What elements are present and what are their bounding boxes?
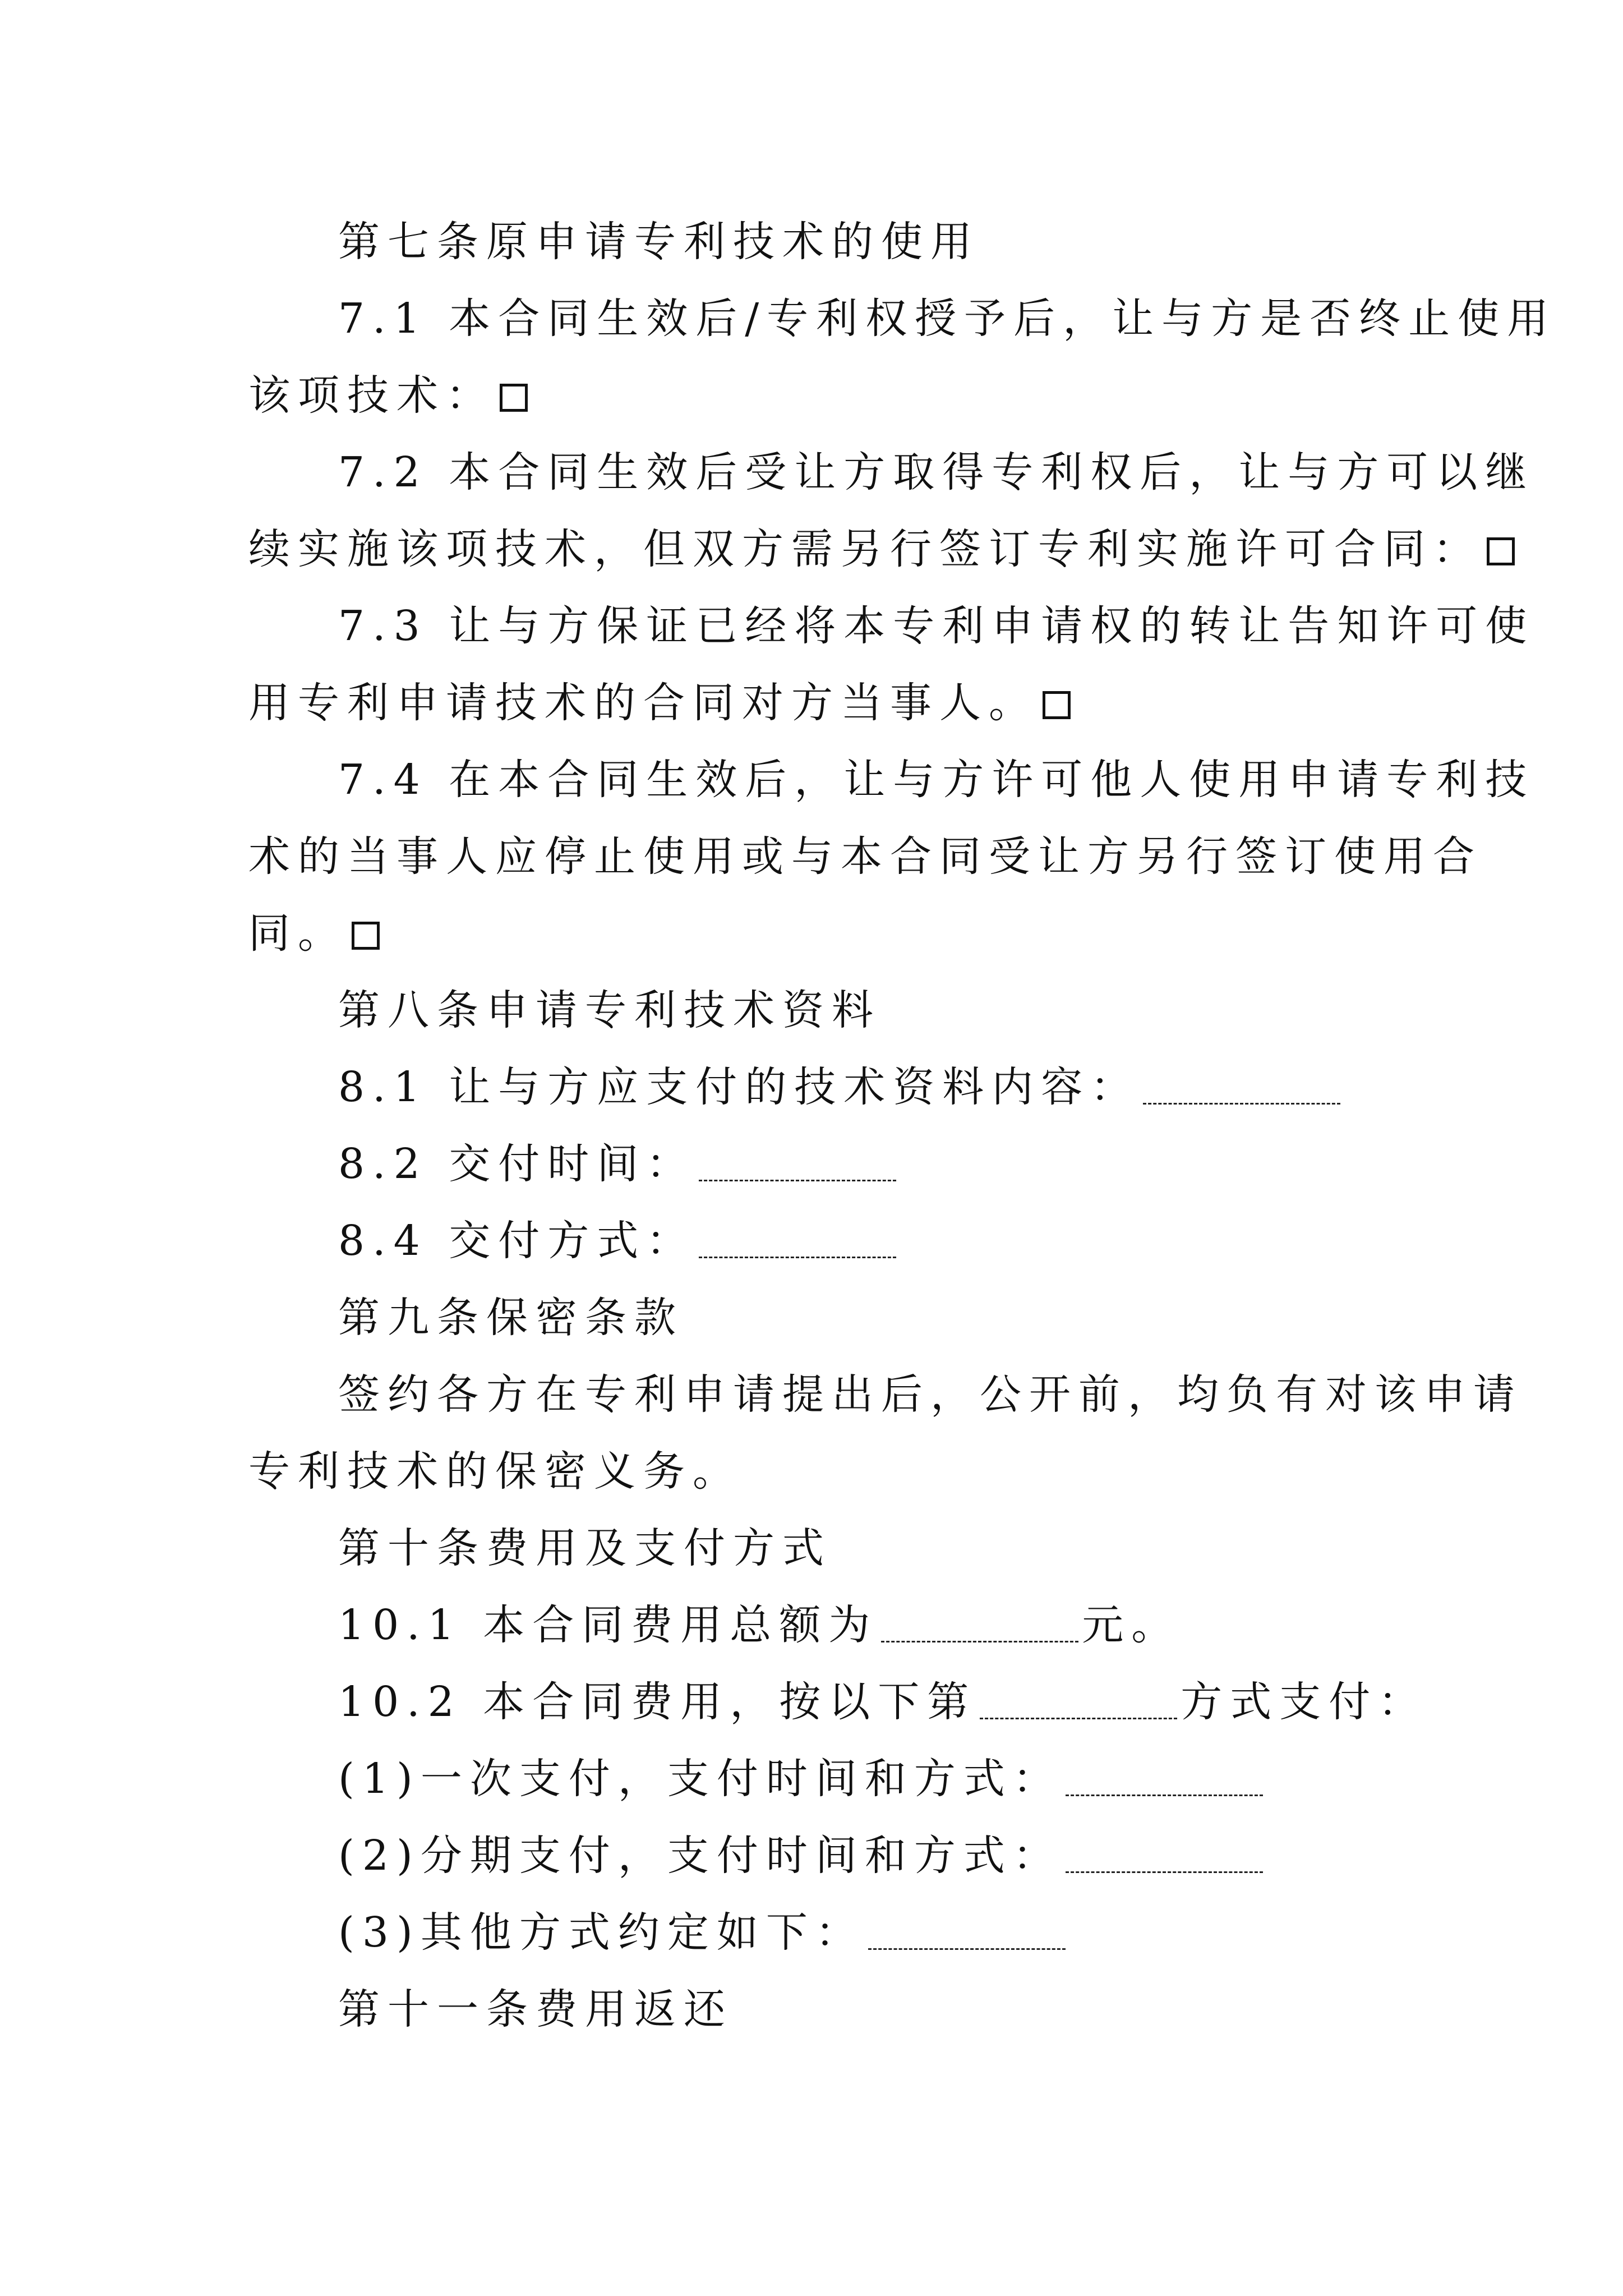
payment-option-2-label: (2)分期支付，支付时间和方式：	[338, 1832, 1062, 1880]
article-7-heading: 第七条原申请专利技术的使用	[338, 218, 980, 266]
payment-option-2	[338, 1818, 1266, 1894]
clause-10-2-suffix: 方式支付：	[1181, 1678, 1428, 1726]
payment-option-1-label: (1)一次支付，支付时间和方式：	[338, 1755, 1062, 1803]
clause-7-1-line-1: 7.1 本合同生效后/专利权授予后，让与方是否终止使用	[338, 295, 1557, 343]
clause-7-4-line-2: 术的当事人应停止使用或与本合同受让方另行签订使用合	[248, 832, 1482, 881]
clause-10-2	[338, 1664, 1427, 1741]
article-9-body-line-2: 专利技术的保密义务。	[248, 1447, 742, 1496]
clause-7-3-checkbox[interactable]	[1043, 691, 1071, 719]
article-8-heading: 第八条申请专利技术资料	[338, 986, 881, 1034]
clause-8-1-label: 8.1 让与方应支付的技术资料内容：	[338, 1063, 1140, 1111]
clause-8-4-blank[interactable]	[699, 1255, 896, 1258]
clause-7-2-text: 续实施该项技术，但双方需另行签订专利实施许可合同：	[248, 525, 1482, 573]
clause-7-2-line-1: 7.2 本合同生效后受让方取得专利权后，让与方可以继	[338, 448, 1535, 496]
clause-7-4-line-3	[248, 895, 380, 972]
clause-10-1-label: 10.1 本合同费用总额为	[338, 1601, 878, 1649]
clause-7-4-checkbox[interactable]	[352, 922, 380, 950]
payment-option-1	[338, 1741, 1266, 1818]
clause-7-3-text: 用专利申请技术的合同对方当事人。	[248, 679, 1038, 727]
clause-7-2-checkbox[interactable]	[1487, 537, 1515, 565]
clause-8-1-blank[interactable]	[1143, 1101, 1340, 1105]
clause-7-1-line-2	[248, 357, 528, 434]
clause-10-1-blank[interactable]	[881, 1639, 1078, 1642]
clause-7-1-text: 该项技术：	[248, 371, 495, 420]
payment-option-3-label: (3)其他方式约定如下：	[338, 1908, 865, 1957]
clause-8-4	[338, 1203, 900, 1280]
clause-8-2-blank[interactable]	[699, 1178, 896, 1181]
clause-7-4-line-1: 7.4 在本合同生效后，让与方许可他人使用申请专利技	[338, 756, 1535, 804]
clause-10-1	[338, 1587, 1181, 1664]
clause-7-3-line-2	[248, 665, 1071, 742]
clause-8-4-label: 8.4 交付方式：	[338, 1217, 696, 1265]
clause-10-2-label: 10.2 本合同费用，按以下第	[338, 1678, 977, 1726]
clause-7-3-line-1: 7.3 让与方保证已经将本专利申请权的转让告知许可使	[338, 602, 1535, 650]
payment-option-3-blank[interactable]	[868, 1947, 1066, 1950]
clause-7-1-checkbox[interactable]	[500, 384, 528, 412]
payment-option-3	[338, 1894, 1069, 1971]
clause-8-2	[338, 1126, 900, 1203]
clause-10-2-blank[interactable]	[980, 1716, 1177, 1719]
payment-option-2-blank[interactable]	[1066, 1870, 1263, 1873]
article-11-heading: 第十一条费用返还	[338, 1985, 733, 2033]
clause-10-1-suffix: 元。	[1082, 1601, 1181, 1649]
clause-8-1	[338, 1049, 1344, 1126]
clause-8-2-label: 8.2 交付时间：	[338, 1140, 696, 1188]
article-9-body-line-1: 签约各方在专利申请提出后，公开前，均负有对该申请	[338, 1370, 1523, 1419]
clause-7-2-line-2	[248, 511, 1515, 588]
clause-7-4-text: 同。	[248, 909, 347, 958]
payment-option-1-blank[interactable]	[1066, 1793, 1263, 1796]
article-9-heading: 第九条保密条款	[338, 1294, 684, 1342]
article-10-heading: 第十条费用及支付方式	[338, 1524, 832, 1572]
